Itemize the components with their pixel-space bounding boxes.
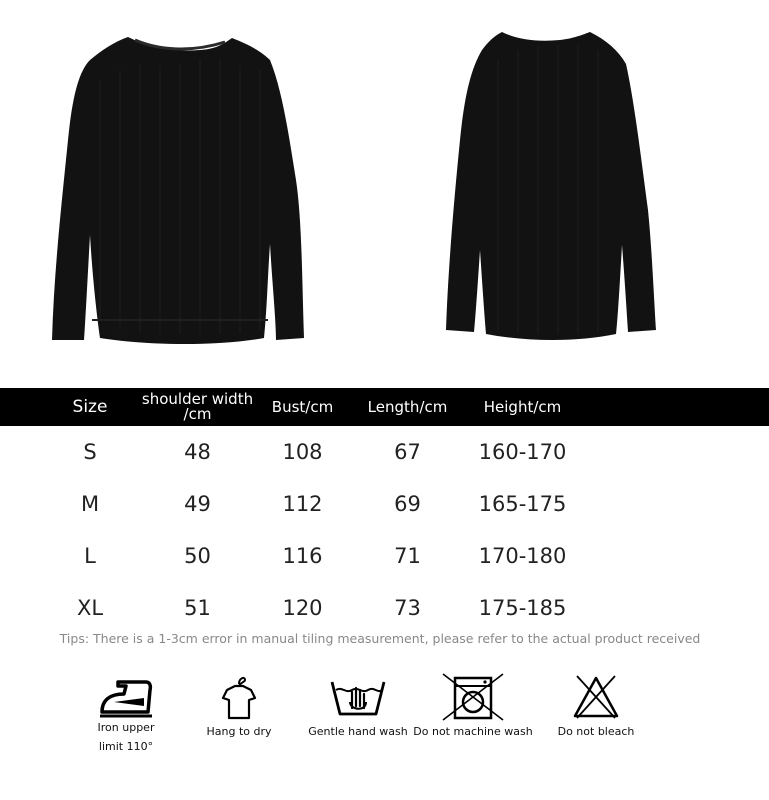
cell-bust: 112: [282, 492, 323, 516]
care-hand-wash: [304, 672, 412, 741]
cell-length: 67: [394, 440, 421, 464]
cell-size: S: [83, 440, 97, 464]
cell-size: M: [80, 492, 100, 516]
care-label-no-machine-wash: Do not machine wash: [413, 725, 533, 738]
care-no-machine-wash: [411, 672, 535, 741]
sweater-back-image: [438, 20, 698, 340]
hand-wash-icon: [328, 672, 388, 722]
header-bust: Bust/cm: [271, 397, 334, 416]
no-machine-wash-icon: [441, 672, 505, 722]
table-header-row: [0, 388, 769, 426]
header-spacer: [580, 388, 769, 426]
cell-bust: 120: [282, 596, 323, 620]
cell-shoulder: 49: [184, 492, 211, 516]
cell-size: XL: [76, 596, 104, 620]
cell-spacer: [580, 530, 769, 582]
care-label-iron: Iron upper limit 110°: [97, 721, 155, 753]
iron-icon: [96, 672, 156, 718]
cell-length: 73: [394, 596, 421, 620]
table-row: [0, 582, 769, 634]
care-no-bleach: [548, 672, 644, 741]
care-label-hang: Hang to dry: [206, 725, 272, 738]
cell-shoulder: 51: [184, 596, 211, 620]
cell-height: 170-180: [478, 544, 567, 568]
table-row: [0, 530, 769, 582]
care-iron: [86, 672, 166, 756]
cell-spacer: [580, 426, 769, 478]
cell-spacer: [580, 478, 769, 530]
cell-height: 165-175: [478, 492, 567, 516]
cell-length: 71: [394, 544, 421, 568]
cell-shoulder: 50: [184, 544, 211, 568]
cell-length: 69: [394, 492, 421, 516]
header-size: Size: [72, 396, 108, 417]
cell-bust: 108: [282, 440, 323, 464]
table-row: [0, 478, 769, 530]
cell-shoulder: 48: [184, 440, 211, 464]
hanger-icon: [219, 672, 259, 722]
tips-note: Tips: There is a 1-3cm error in manual tiling measurement, please refer to the actual product received: [59, 631, 701, 646]
care-label-hand-wash: Gentle hand wash: [308, 725, 408, 738]
care-label-no-bleach: Do not bleach: [557, 725, 635, 738]
cell-spacer: [580, 582, 769, 634]
cell-bust: 116: [282, 544, 323, 568]
cell-height: 175-185: [478, 596, 567, 620]
size-chart-table: [0, 388, 769, 634]
header-shoulder-width: shoulder width /cm: [141, 390, 254, 423]
care-hang: [196, 672, 282, 741]
product-photos: [0, 0, 769, 388]
sweater-front-image: [40, 20, 370, 350]
no-bleach-icon: [571, 672, 621, 722]
header-height: Height/cm: [483, 397, 562, 416]
header-length: Length/cm: [367, 397, 448, 416]
cell-height: 160-170: [478, 440, 567, 464]
cell-size: L: [84, 544, 96, 568]
table-row: [0, 426, 769, 478]
